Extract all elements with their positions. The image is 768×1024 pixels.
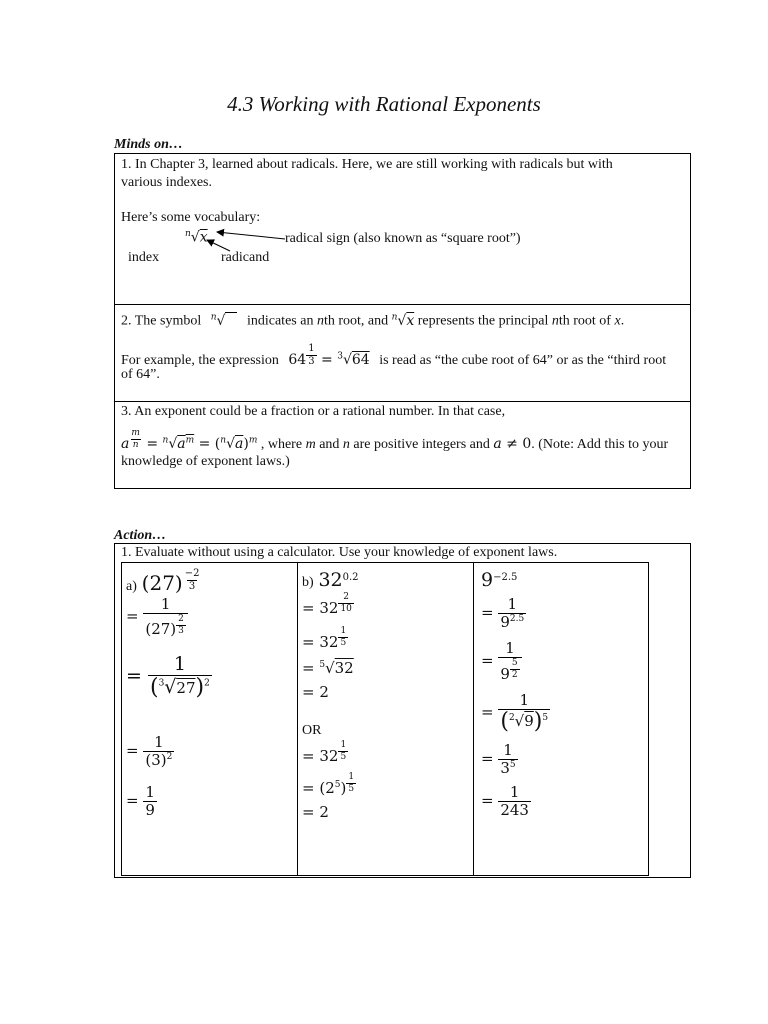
step-b-6: = $(2^5)$ $^{\frac{1}{5}}$ — [302, 772, 355, 797]
solutions-table — [121, 562, 649, 876]
step-b-4: = 2 — [302, 683, 329, 701]
item-2-line-2: For example, the expression 64 $^{\frac{1}{3}}$ = $^3$√64 is read as “the cube root of 64” or as the “third root — [121, 343, 667, 369]
item-1-cell — [115, 154, 690, 305]
step-a-1: = 1 (27) $^{\frac{2}{3}}$ — [126, 597, 188, 637]
radicand-label: radicand — [221, 250, 270, 265]
problem-c: $9^{-2.5}$ — [481, 569, 518, 591]
solution-a — [122, 563, 298, 875]
step-c-3: = $\frac{1}{(^2√9)^5}$ — [481, 691, 549, 734]
step-c-5: = $\frac{1}{243}$ — [481, 783, 529, 819]
step-b-2: = 32 $^{\frac{1}{5}}$ — [302, 626, 347, 651]
step-c-2: = 1 9 $^{\frac{5}{2}}$ — [481, 641, 522, 682]
item-1-line-2: various indexes. — [121, 175, 212, 190]
item-1-line-1: 1. In Chapter 3, learned about radicals. Here, we are still working with radicals but with — [121, 157, 613, 172]
step-b-3: = $^5$√32 — [302, 659, 354, 677]
action-box — [114, 543, 691, 878]
radical-diagram: $^n$√x — [185, 229, 208, 246]
item-3-line-1: 3. An exponent could be a fraction or a rational number. In that case, — [121, 404, 506, 419]
solution-b — [297, 563, 474, 875]
step-a-4: = $\frac{1}{9}$ — [126, 783, 155, 819]
step-c-4: = $\frac{1}{3^5}$ — [481, 741, 516, 777]
problem-b: b) $32^{0.2}$ — [302, 569, 359, 591]
item-2-line-1: 2. The symbol $^n$√ indicates an nth root, and $^n$√x represents the principal nth root of x. — [121, 312, 625, 329]
item-3-line-2: a $^{\frac{m}{n}}$ = $^n√a^m = (^n√a)^m$ , where m and n are positive integers and a ≠ 0. (Note: Add this to your — [121, 428, 669, 453]
step-a-3: = $\frac{1}{(3)^2}$ — [126, 733, 173, 769]
solution-c — [473, 563, 648, 875]
item-3-cell — [115, 401, 690, 488]
action-heading: Action… — [114, 528, 167, 543]
or-label: OR — [302, 723, 322, 738]
step-b-7: = 2 — [302, 803, 329, 821]
step-c-1: = $\frac{1}{9^{2.5}}$ — [481, 595, 525, 631]
vocab-arrows — [115, 154, 690, 304]
vocab-intro: Here’s some vocabulary: — [121, 210, 261, 225]
item-2-line-3: of 64”. — [121, 367, 160, 382]
step-b-1: = 32 $^{\frac{2}{10}}$ — [302, 592, 352, 617]
index-label: index — [128, 250, 160, 265]
item-3-line-3: knowledge of exponent laws.) — [121, 454, 290, 469]
step-b-5: = 32 $^{\frac{1}{5}}$ — [302, 740, 347, 765]
item-2-cell — [115, 304, 690, 402]
action-instruction: 1. Evaluate without using a calculator. Use your knowledge of exponent laws. — [121, 545, 558, 560]
radical-sign-arrow — [217, 232, 285, 239]
page-title: 4.3 Working with Rational Exponents — [227, 92, 541, 116]
minds-on-heading: Minds on… — [114, 137, 183, 152]
step-a-2: = $\frac{1}{(^3√27)^2}$ — [126, 653, 210, 700]
minds-on-box — [114, 153, 691, 489]
radical-sign-label: radical sign (also known as “square root”) — [285, 231, 521, 246]
problem-a: a) (27) $^{\frac{-2}{3}}$ — [126, 568, 200, 595]
